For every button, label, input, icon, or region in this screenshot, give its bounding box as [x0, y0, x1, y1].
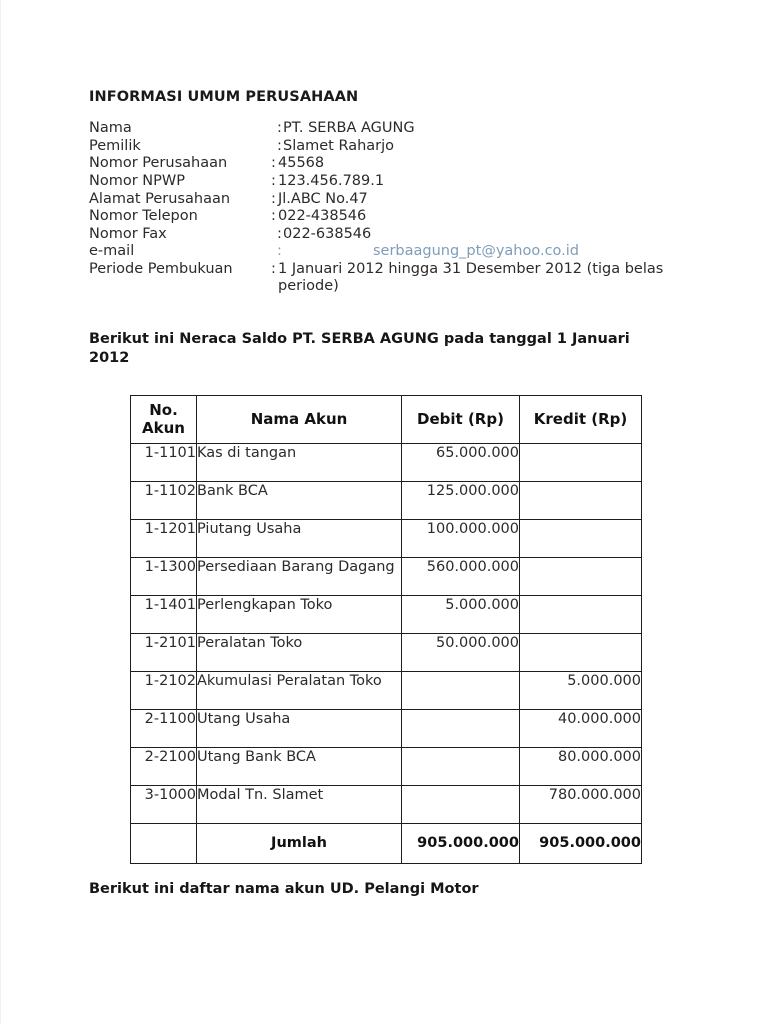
trial-balance-lead-in: Berikut ini Neraca Saldo PT. SERBA AGUNG pada tanggal 1 Januari 2012 [89, 331, 630, 366]
table-header [131, 396, 642, 444]
info-row-alamat-perusahaan [89, 191, 669, 209]
info-separator: : [271, 260, 276, 277]
info-separator: : [277, 243, 282, 260]
cell-no-akun: 3-1000 [131, 786, 197, 824]
table-body [131, 444, 642, 864]
info-row-periode-pembukuan [89, 261, 669, 296]
table-row [131, 634, 642, 672]
info-value-nomor-fax: 022-638546 [283, 225, 372, 242]
trial-balance-table-wrapper [130, 395, 669, 864]
info-value-nomor-telepon: 022-438546 [278, 208, 367, 225]
cell-nama-akun: Peralatan Toko [197, 634, 402, 672]
column-header-nama-akun: Nama Akun [197, 396, 402, 444]
cell-no-akun: 1-2101 [131, 634, 197, 672]
cell-nama-akun: Akumulasi Peralatan Toko [197, 672, 402, 710]
info-value-nomor-perusahaan: 45568 [278, 155, 325, 172]
cell-no-akun-empty [131, 824, 197, 864]
trial-balance-table [130, 395, 642, 864]
cell-nama-akun: Perlengkapan Toko [197, 596, 402, 634]
info-separator: : [271, 208, 276, 225]
info-value-periode-pembukuan: 1 Januari 2012 hingga 31 Desember 2012 (tiga belas periode) [278, 260, 664, 295]
email-link[interactable]: serbaagung_pt@yahoo.co.id [372, 243, 580, 260]
cell-debit: 100.000.000 [402, 520, 520, 558]
page-edge [0, 0, 1, 1024]
table-total-row [131, 824, 642, 864]
column-header-no-akun: No. Akun [131, 396, 197, 444]
cell-no-akun: 1-1300 [131, 558, 197, 596]
cell-debit [402, 748, 520, 786]
cell-no-akun: 1-1102 [131, 482, 197, 520]
info-row-nama [89, 120, 669, 138]
info-row-nomor-perusahaan [89, 155, 669, 173]
cell-kredit [520, 596, 642, 634]
cell-debit: 560.000.000 [402, 558, 520, 596]
info-row-nomor-fax [89, 226, 669, 244]
info-separator: : [277, 120, 282, 137]
info-value-pemilik: Slamet Raharjo [283, 137, 395, 154]
company-info-block [89, 120, 669, 296]
cell-kredit: 80.000.000 [520, 748, 642, 786]
table-row [131, 786, 642, 824]
cell-kredit [520, 634, 642, 672]
info-value-nama: PT. SERBA AGUNG [283, 120, 415, 137]
cell-debit: 125.000.000 [402, 482, 520, 520]
info-row-nomor-telepon [89, 208, 669, 226]
total-label: Jumlah [197, 824, 402, 864]
cell-kredit: 780.000.000 [520, 786, 642, 824]
info-label-nomor-npwp: Nomor NPWP [89, 172, 185, 189]
table-row [131, 596, 642, 634]
info-label-pemilik: Pemilik [89, 137, 141, 154]
column-header-debit: Debit (Rp) [402, 396, 520, 444]
cell-kredit [520, 482, 642, 520]
column-header-kredit: Kredit (Rp) [520, 396, 642, 444]
total-kredit: 905.000.000 [520, 824, 642, 864]
cell-kredit: 40.000.000 [520, 710, 642, 748]
info-row-pemilik [89, 138, 669, 156]
cell-debit: 65.000.000 [402, 444, 520, 482]
cell-debit [402, 786, 520, 824]
cell-kredit [520, 558, 642, 596]
account-list-lead-in: Berikut ini daftar nama akun UD. Pelangi Motor [89, 881, 479, 898]
cell-no-akun: 2-1100 [131, 710, 197, 748]
cell-no-akun: 1-1101 [131, 444, 197, 482]
cell-nama-akun: Utang Usaha [197, 710, 402, 748]
table-row [131, 482, 642, 520]
cell-debit [402, 710, 520, 748]
info-row-nomor-npwp [89, 173, 669, 191]
table-header-row [131, 396, 642, 444]
cell-debit: 50.000.000 [402, 634, 520, 672]
cell-no-akun: 1-2102 [131, 672, 197, 710]
cell-debit: 5.000.000 [402, 596, 520, 634]
info-separator: : [271, 172, 276, 189]
table-row [131, 444, 642, 482]
document-content [89, 88, 669, 897]
info-label-nomor-telepon: Nomor Telepon [89, 208, 198, 225]
table-row [131, 748, 642, 786]
info-label-alamat-perusahaan: Alamat Perusahaan [89, 190, 231, 207]
info-separator: : [277, 137, 282, 154]
cell-nama-akun: Piutang Usaha [197, 520, 402, 558]
cell-nama-akun: Persediaan Barang Dagang [197, 558, 402, 596]
cell-no-akun: 1-1201 [131, 520, 197, 558]
cell-kredit [520, 520, 642, 558]
info-separator: : [277, 225, 282, 242]
info-separator: : [271, 190, 276, 207]
info-separator: : [271, 155, 276, 172]
info-value-nomor-npwp: 123.456.789.1 [278, 172, 385, 189]
cell-nama-akun: Utang Bank BCA [197, 748, 402, 786]
info-row-email [89, 243, 669, 261]
cell-nama-akun: Bank BCA [197, 482, 402, 520]
table-row [131, 672, 642, 710]
cell-nama-akun: Modal Tn. Slamet [197, 786, 402, 824]
total-debit: 905.000.000 [402, 824, 520, 864]
cell-no-akun: 1-1401 [131, 596, 197, 634]
info-label-nama: Nama [89, 120, 132, 137]
cell-nama-akun: Kas di tangan [197, 444, 402, 482]
cell-kredit [520, 444, 642, 482]
cell-kredit: 5.000.000 [520, 672, 642, 710]
cell-debit [402, 672, 520, 710]
cell-no-akun: 2-2100 [131, 748, 197, 786]
info-label-nomor-fax: Nomor Fax [89, 225, 167, 242]
table-row [131, 710, 642, 748]
table-row [131, 558, 642, 596]
info-value-alamat-perusahaan: Jl.ABC No.47 [278, 190, 368, 207]
info-label-email: e-mail [89, 243, 135, 260]
info-label-nomor-perusahaan: Nomor Perusahaan [89, 155, 228, 172]
info-label-periode-pembukuan: Periode Pembukuan [89, 260, 233, 277]
page-title: INFORMASI UMUM PERUSAHAAN [89, 89, 359, 105]
table-row [131, 520, 642, 558]
